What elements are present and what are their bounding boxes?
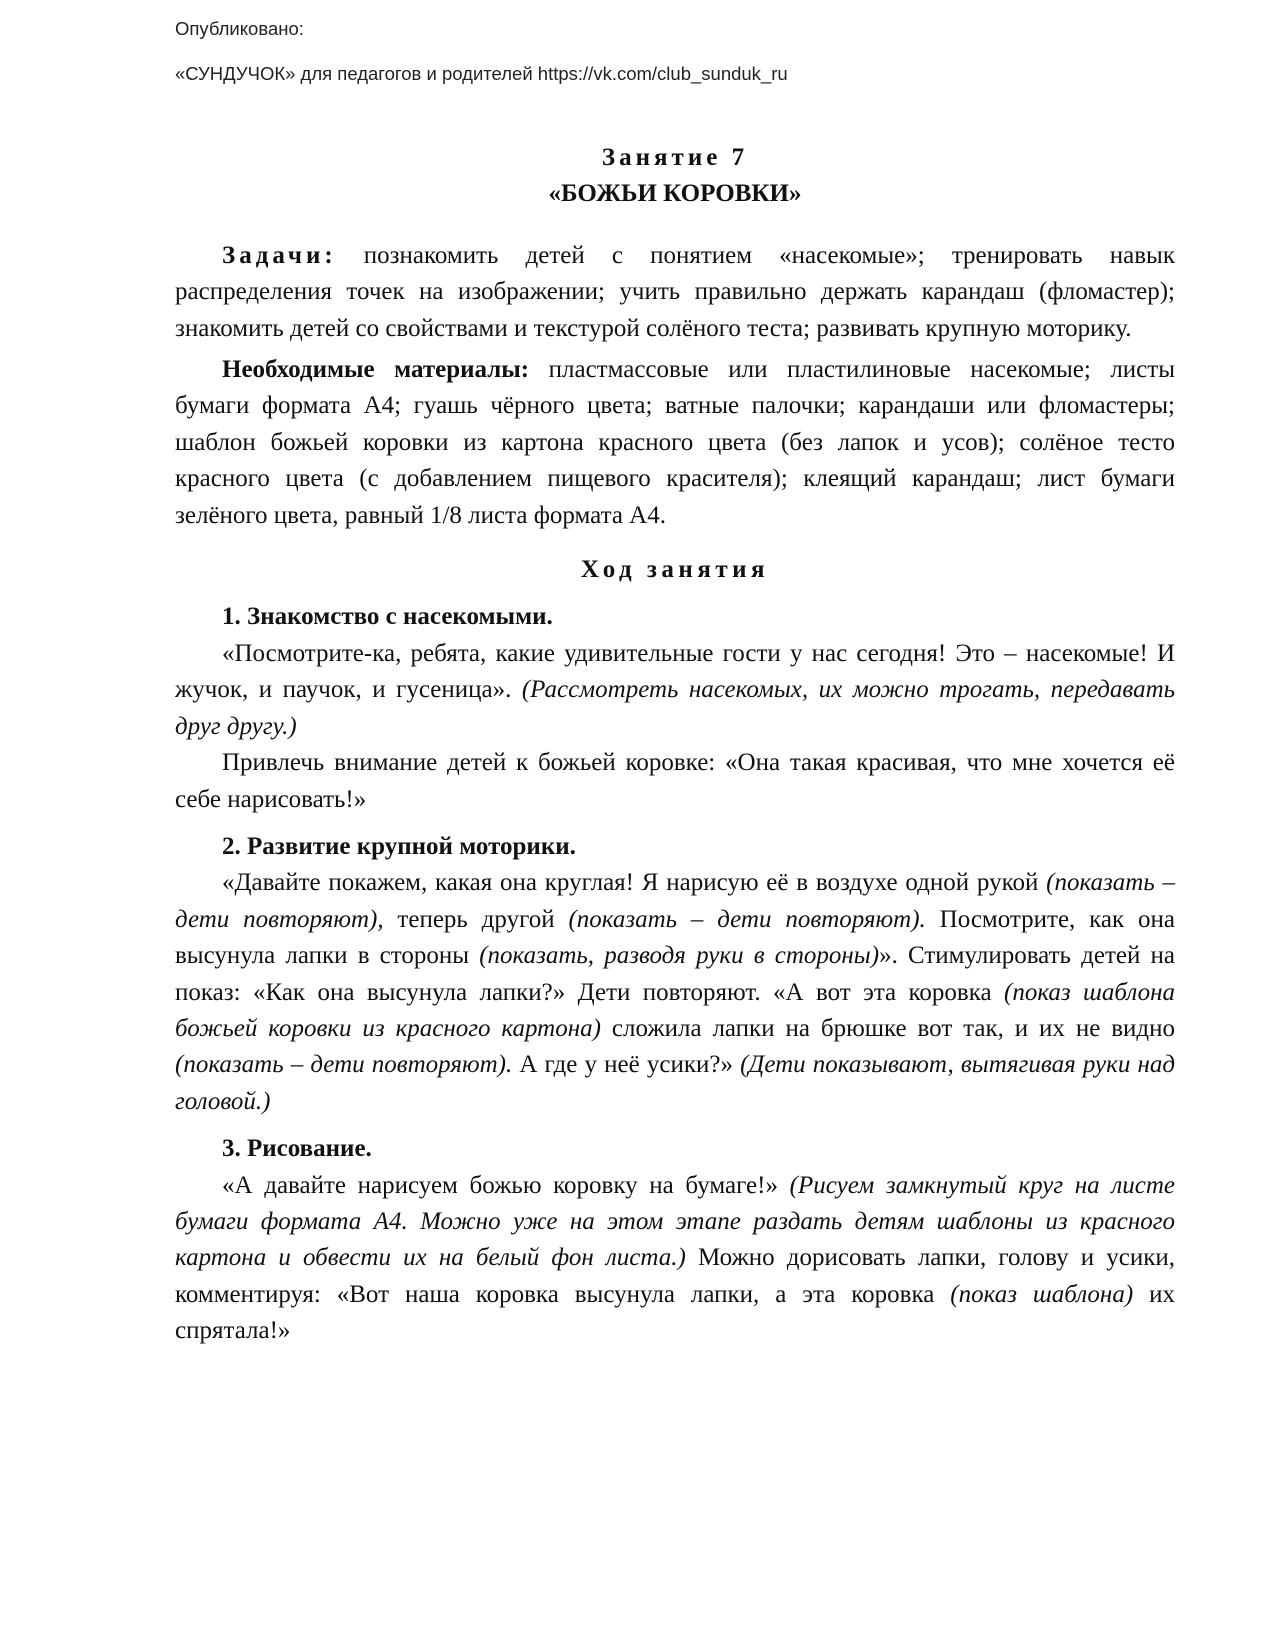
paragraph	[175, 636, 1175, 745]
text-run: «А давайте нарисуем божью коровку на бумаге!»	[222, 1171, 790, 1199]
italic-note: (показать – дети повторяют).	[568, 905, 926, 933]
italic-note: (показать, разводя руки в стороны)	[479, 942, 880, 970]
text-run: «Посмотрите-ка, ребята, какие удивительные гости у нас сегодня! Это – насекомые! И жучок, и паучок, и гусеница».	[175, 639, 1175, 704]
text-run: сложила лапки на брюшке вот так, и их не видно	[600, 1014, 1175, 1042]
text-run: «Давайте покажем, какая она круглая! Я нарисую её в воздухе одной рукой	[222, 869, 1047, 897]
section-heading	[175, 552, 1175, 588]
text-run: теперь другой	[383, 905, 569, 933]
paragraph	[175, 238, 1175, 347]
lesson-content	[175, 238, 1175, 1350]
text-run: Посмотрите, как она высунула лапки в стороны	[175, 905, 1175, 970]
step-heading	[175, 829, 1175, 865]
text-run: Ход занятия	[580, 556, 770, 584]
paragraph	[175, 1168, 1175, 1350]
source-line: «СУНДУЧОК» для педагогов и родителей https://vk.com/club_sunduk_ru	[175, 63, 788, 84]
italic-note: (Дети показывают, вытягивая руки над головой.)	[175, 1051, 1176, 1115]
italic-note: (показ шаблона божьей коровки из красного картона)	[175, 978, 1175, 1042]
italic-note: (показать – дети повторяют).	[175, 1051, 513, 1079]
text-run: пластмассовые или пластилиновые насекомые; листы бумаги формата А4; гуашь чёрного цвета; ватные палочки; карандаши или фломастеры; шаблон божьей коровки из картона красного цвета (без лапок и усов); солёное тесто красного цвета (с добавлением пищевого красителя); клеящий карандаш; лист бумаги зелёного цвета, равный 1/8 листа формата А4.	[175, 356, 1175, 529]
text-run: 3. Рисование.	[222, 1135, 372, 1163]
step-heading	[175, 599, 1175, 635]
published-label: Опубликовано:	[175, 18, 304, 39]
text-run: Можно дорисовать лапки, голову и усики, комментируя: «Вот наша коровка высунула лапки, а эта коровка	[175, 1244, 1175, 1308]
italic-note: (Рассмотреть насекомых, их можно трогать, передавать друг другу.)	[175, 676, 1175, 740]
text-run: Привлечь внимание детей к божьей коровке: «Она такая красивая, что мне хочется её себе нарисовать!»	[175, 749, 1175, 813]
lesson-title: «БОЖЬИ КОРОВКИ»	[548, 180, 802, 208]
text-run: их спрятала!»	[175, 1280, 1175, 1345]
text-run: 2. Развитие крупной моторики.	[222, 832, 576, 860]
lesson-number: Занятие 7	[601, 144, 749, 171]
italic-note: (показ шаблона)	[950, 1280, 1134, 1308]
document-body	[175, 140, 1175, 1350]
paragraph	[175, 865, 1175, 1120]
step-heading	[175, 1131, 1175, 1167]
italic-note: (Рисуем замкнутый круг на листе бумаги формата А4. Можно уже на этом этапе раздать детям шаблоны из красного картона и обвести их на белый фон листа.)	[175, 1171, 1175, 1272]
text-run: А где у неё усики?»	[512, 1051, 741, 1079]
italic-note: (показать – дети повторяют),	[175, 869, 1175, 933]
bold-label: Необходимые материалы:	[222, 356, 530, 384]
text-run: 1. Знакомство с насекомыми.	[222, 603, 553, 631]
text-run: познакомить детей с понятием «насекомые»; тренировать навык распределения точек на изображении; учить правильно держать карандаш (фломастер); знакомить детей со свойствами и текстурой солёного теста; развивать крупную моторику.	[175, 241, 1175, 342]
bold-label: Задачи:	[222, 241, 337, 269]
paragraph	[175, 352, 1175, 534]
text-run: ». Стимулировать детей на показ: «Как она высунула лапки?» Дети повторяют. «А вот эта коровка	[175, 942, 1175, 1006]
paragraph	[175, 745, 1175, 818]
